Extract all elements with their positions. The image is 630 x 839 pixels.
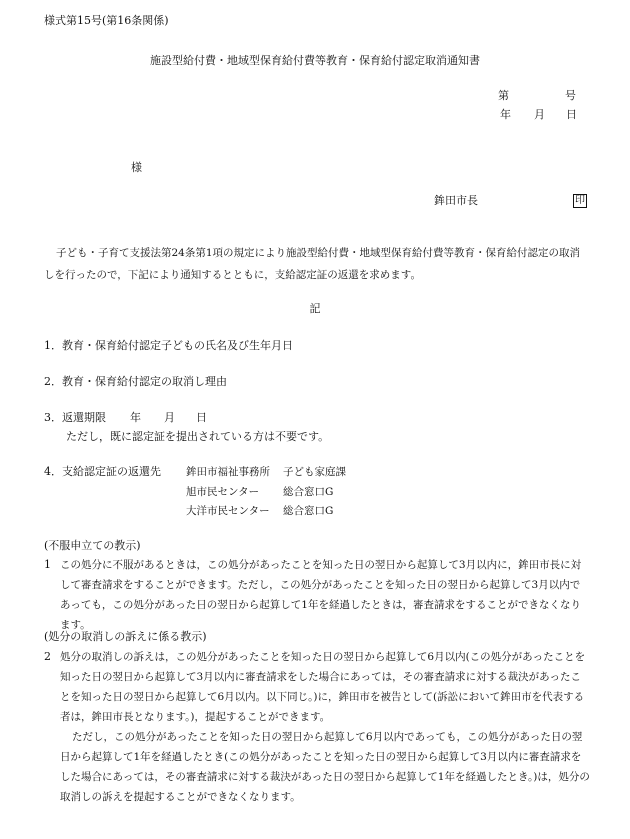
date-year: 年 [500,108,511,121]
destination-row [186,504,333,518]
appeal-notice-text: この処分に不服があるときは，この処分があったことを知った日の翌日から起算して3月以内に，鉾田市長に対して審査請求をすることができます。ただし，この処分があったことを知った日の翌日から起算して3月以内であっても，この処分があった日の翌日から起算して1年を経過したときは，審査請求をすることができなくなります。 [60,559,582,631]
destination-office: 大洋市民センター [186,505,270,517]
destination-row [186,465,346,479]
destination-office: 旭市民センター [186,486,260,498]
addressee-honorific: 様 [131,161,142,174]
lawsuit-notice-text-2: ただし，この処分があったことを知った日の翌日から起算して6月以内であっても，この処分があった日の翌日から起算して1年を経過したとき(この処分があったことを知った日の翌日から起算して3月以内に審査請求をした場合にあっては，その審査請求に対する裁決があった日の翌日から起算して1年を経過したとき。)は，処分の取消しの訴えを提起することができなくなります。 [60,731,590,803]
doc-number-go: 号 [565,89,576,102]
item-3-month: 月 [164,411,175,424]
destination-office: 鉾田市福祉事務所 [186,466,270,478]
lawsuit-notice-heading: (処分の取消しの訴えに係る教示) [44,630,207,643]
appeal-notice-heading: (不服申立ての教示) [44,539,141,552]
date-day: 日 [566,108,577,121]
form-number: 様式第15号(第16条関係) [44,14,169,27]
destination-section: 子ども家庭課 [283,466,346,478]
item-3-label: 3．返還期限 [44,411,106,424]
date-month: 月 [534,108,545,121]
appeal-notice-number: 1 [44,558,51,571]
seal-mark: 印 [575,195,585,206]
item-4-label: 4．支給認定証の返還先 [44,465,161,478]
lawsuit-notice-number: 2 [44,650,51,663]
ki-marker: 記 [309,302,321,315]
item-3-note: ただし，既に認定証を提出されている方は不要です。 [66,430,330,443]
destination-row [186,485,333,499]
intro-paragraph: 子ども・子育て支援法第24条第1項の規定により施設型給付費・地域型保育給付費等教育・保育給付認定の取消しを行ったので，下記により通知するとともに，支給認定証の返還を求めます。 [44,247,581,281]
item-3-year: 年 [130,411,141,424]
destination-section: 総合窓口G [283,486,334,498]
doc-number-dai: 第 [498,89,509,102]
item-3-day: 日 [196,411,207,424]
destination-section: 総合窓口G [283,505,334,517]
item-2: 2．教育・保育給付認定の取消し理由 [44,375,227,388]
item-1: 1．教育・保育給付認定子どもの氏名及び生年月日 [44,339,293,352]
issuer-name: 鉾田市長 [434,194,478,207]
document-title: 施設型給付費・地域型保育給付費等教育・保育給付認定取消通知書 [150,54,480,67]
lawsuit-notice-text: 処分の取消しの訴えは，この処分があったことを知った日の翌日から起算して6月以内(この処分があったことを知った日の翌日から起算して3月以内に審査請求をした場合にあっては，その審査請求に対する裁決があったことを知った日の翌日から起算して6月以内。以下同じ。)に，鉾田市を被告として(訴訟において鉾田市を代表する者は，鉾田市長となります。)，提起することができます。 [60,651,586,723]
